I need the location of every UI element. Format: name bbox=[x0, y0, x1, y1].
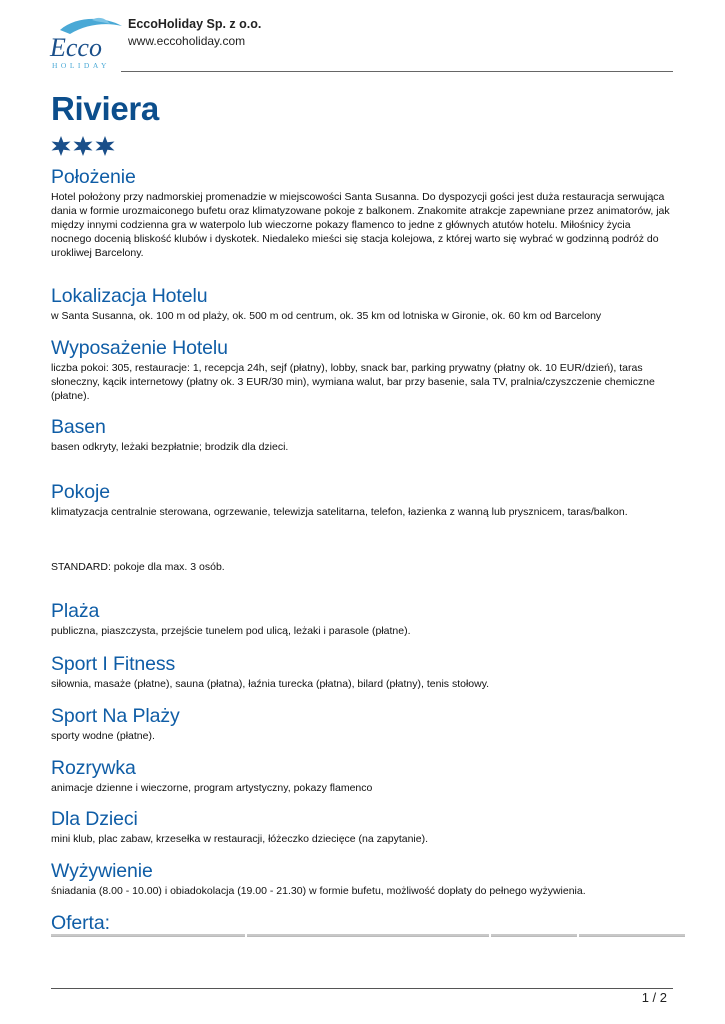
section-lokalizacja bbox=[51, 285, 673, 323]
logo-subtext: HOLIDAY bbox=[52, 61, 110, 70]
footer-divider bbox=[51, 988, 673, 989]
section-rozrywka bbox=[51, 757, 673, 795]
star-icon bbox=[95, 136, 115, 156]
section-polozenie bbox=[51, 166, 673, 260]
section-sport-fitness bbox=[51, 653, 673, 691]
offer-column bbox=[247, 934, 489, 937]
section-text: w Santa Susanna, ok. 100 m od plaży, ok. 500 m od centrum, ok. 35 km od lotniska w Gironie, ok. 60 km od Barcelony bbox=[51, 310, 602, 322]
section-dla-dzieci bbox=[51, 808, 673, 846]
section-heading: Lokalizacja Hotelu bbox=[51, 285, 208, 307]
section-text: liczba pokoi: 305, restauracje: 1, recepcja 24h, sejf (płatny), lobby, snack bar, parking prywatny (płatny ok. 10 EUR/dzień), taras słoneczny, kącik internetowy (płatny ok. 3 EUR/30 min), wymiana walut, bar przy basenie, sala TV, pralnia/czyszczenie chemiczne (płatne). bbox=[51, 362, 655, 402]
section-extra-text: STANDARD: pokoje dla max. 3 osób. bbox=[51, 561, 225, 573]
section-heading: Wyżywienie bbox=[51, 860, 153, 882]
section-oferta bbox=[51, 912, 673, 935]
logo-text: Ecco bbox=[50, 33, 102, 62]
hotel-title: Riviera bbox=[51, 90, 159, 127]
section-plaza bbox=[51, 600, 673, 638]
section-heading: Rozrywka bbox=[51, 757, 136, 779]
section-text: siłownia, masaże (płatne), sauna (płatna), łaźnia turecka (płatna), bilard (płatny), tenis stołowy. bbox=[51, 678, 490, 690]
offer-table-header bbox=[51, 934, 685, 938]
company-url[interactable]: www.eccoholiday.com bbox=[128, 34, 246, 48]
page-number: 1 / 2 bbox=[641, 990, 667, 1005]
section-text: klimatyzacja centralnie sterowana, ogrzewanie, telewizja satelitarna, telefon, łazienka z wanną lub prysznicem, taras/balkon. bbox=[51, 506, 628, 518]
logo-wave-shape bbox=[60, 19, 122, 34]
section-wyposazenie bbox=[51, 337, 673, 403]
section-pokoje bbox=[51, 481, 673, 574]
section-wyzywienie bbox=[51, 860, 673, 898]
section-heading: Sport I Fitness bbox=[51, 653, 176, 675]
section-text: sporty wodne (płatne). bbox=[51, 730, 155, 742]
offer-column bbox=[579, 934, 685, 937]
section-text: Hotel położony przy nadmorskiej promenadzie w miejscowości Santa Susanna. Do dyspozycji gości jest duża restauracja serwująca dania w formie urozmaiconego bufetu oraz klimatyzowane pokoje z balkonem. Znakomite atrakcje zapewniane przez animatorów, jak między innymi codzienna gra w waterpolo lub wieczorne pokazy flamenco to jedne z głównych atutów hotelu. Miłośnicy życia nocnego docenią bliskość klubów i dyskotek. Niedaleko mieści się stacja kolejowa, z której warto się wybrać w godzinną podróż do urokliwej Barcelony. bbox=[51, 191, 670, 259]
company-name: EccoHoliday Sp. z o.o. bbox=[128, 17, 262, 31]
section-heading: Pokoje bbox=[51, 481, 111, 503]
offer-column bbox=[491, 934, 577, 937]
section-heading: Sport Na Plaży bbox=[51, 705, 180, 727]
section-text: publiczna, piaszczysta, przejście tunelem pod ulicą, leżaki i parasole (płatne). bbox=[51, 625, 411, 637]
section-heading: Plaża bbox=[51, 600, 100, 622]
section-heading: Basen bbox=[51, 416, 106, 438]
header-divider bbox=[121, 71, 673, 72]
hotel-star-rating bbox=[51, 136, 115, 156]
section-heading: Oferta: bbox=[51, 912, 110, 934]
section-heading: Dla Dzieci bbox=[51, 808, 138, 830]
star-icon bbox=[73, 136, 93, 156]
company-logo bbox=[46, 14, 124, 70]
section-text: basen odkryty, leżaki bezpłatnie; brodzik dla dzieci. bbox=[51, 441, 289, 453]
star-icon bbox=[51, 136, 71, 156]
section-text: animacje dzienne i wieczorne, program artystyczny, pokazy flamenco bbox=[51, 782, 373, 794]
section-text: mini klub, plac zabaw, krzesełka w restauracji, łóżeczko dziecięce (na zapytanie). bbox=[51, 833, 429, 845]
section-heading: Położenie bbox=[51, 166, 136, 188]
offer-column bbox=[51, 934, 245, 937]
section-basen bbox=[51, 416, 673, 454]
section-heading: Wyposażenie Hotelu bbox=[51, 337, 228, 359]
section-text: śniadania (8.00 - 10.00) i obiadokolacja (19.00 - 21.30) w formie bufetu, możliwość dopłaty do pełnego wyżywienia. bbox=[51, 885, 586, 897]
section-sport-plaza bbox=[51, 705, 673, 743]
